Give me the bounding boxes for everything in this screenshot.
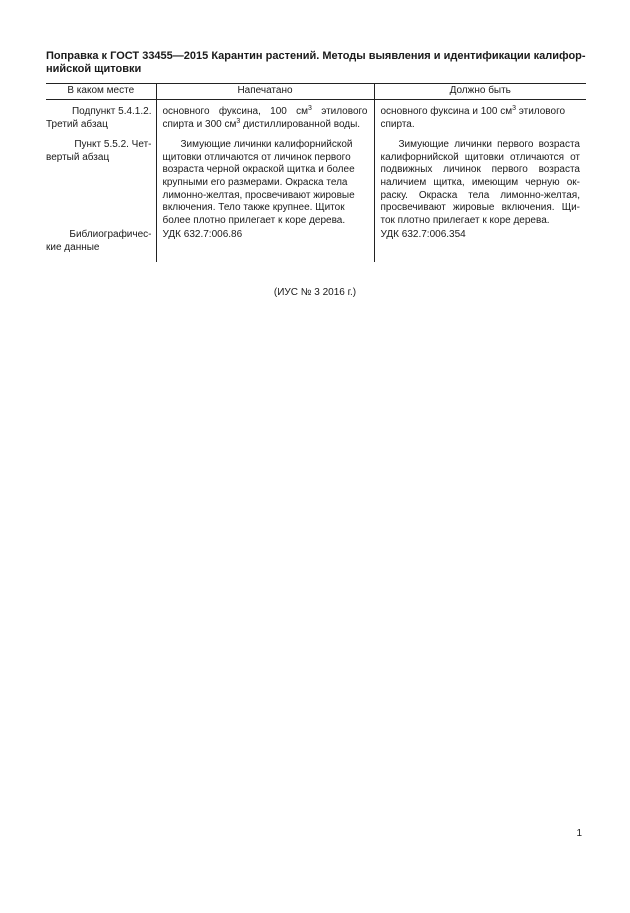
place-line-2: кие данные — [46, 241, 100, 253]
corrections-table — [46, 83, 586, 262]
document-title: Поправка к ГОСТ 33455—2015 Карантин растений. Методы выявления и идентификации калифор-нийской щитовки — [46, 50, 586, 75]
page-number: 1 — [576, 828, 582, 839]
place-line-2: Третий абзац — [46, 118, 108, 130]
cell-printed: Зимующие личинки калифорнийской щитовки отличаются от личинок первого возраста черной окраской щитка и более крупными его размерами. Окраска тела лимонно-желтая, просвечивают жировые включения. Тело также крупнее. Щиток более плотно прилегает к коре дерева. — [156, 131, 374, 227]
header-correct: Должно быть — [374, 84, 586, 100]
superscript: 3 — [308, 105, 312, 112]
printed-text-a: основного фуксина, 100 см — [162, 106, 308, 117]
table-row — [46, 131, 586, 227]
cell-printed — [156, 100, 374, 132]
cell-printed: УДК 632.7:006.86 — [156, 227, 374, 261]
table-row — [46, 100, 586, 132]
superscript: 3 — [512, 105, 516, 112]
table-header-row — [46, 84, 586, 100]
printed-text-c: дистиллированной воды. — [240, 118, 361, 130]
place-line-1: Подпункт 5.4.1.2. — [71, 106, 152, 117]
superscript: 3 — [236, 117, 241, 125]
cell-correct: УДК 632.7:006.354 — [374, 227, 586, 261]
cell-place — [46, 131, 156, 227]
cell-place — [46, 227, 156, 261]
place-line-2: вертый абзац — [46, 151, 110, 163]
publication-note: (ИУС № 3 2016 г.) — [273, 287, 357, 298]
table-row — [46, 227, 586, 261]
printed-text-b: этилового спирта и 300 см — [162, 106, 368, 130]
header-printed: Напечатано — [156, 84, 374, 100]
place-line-1: Пункт 5.5.2. Чет- — [74, 139, 152, 151]
place-line-1: Библиографичес- — [69, 229, 152, 241]
cell-correct — [374, 100, 586, 132]
header-place: В каком месте — [46, 84, 156, 100]
cell-correct: Зимующие личинки первого возраста калифорнийской щитовки отличаются от подвижных личинок первого возраста наличием щитка, имеющим черную ок-раску. Окраска тела лимонно-желтая, просвечивают жировые включения. Щи-ток плотно прилегает к коре дерева. — [374, 131, 586, 227]
correct-text-b: этилового спирта. — [380, 106, 566, 130]
correct-text-a: основного фуксина и 100 см — [380, 106, 513, 117]
cell-place — [46, 100, 156, 132]
